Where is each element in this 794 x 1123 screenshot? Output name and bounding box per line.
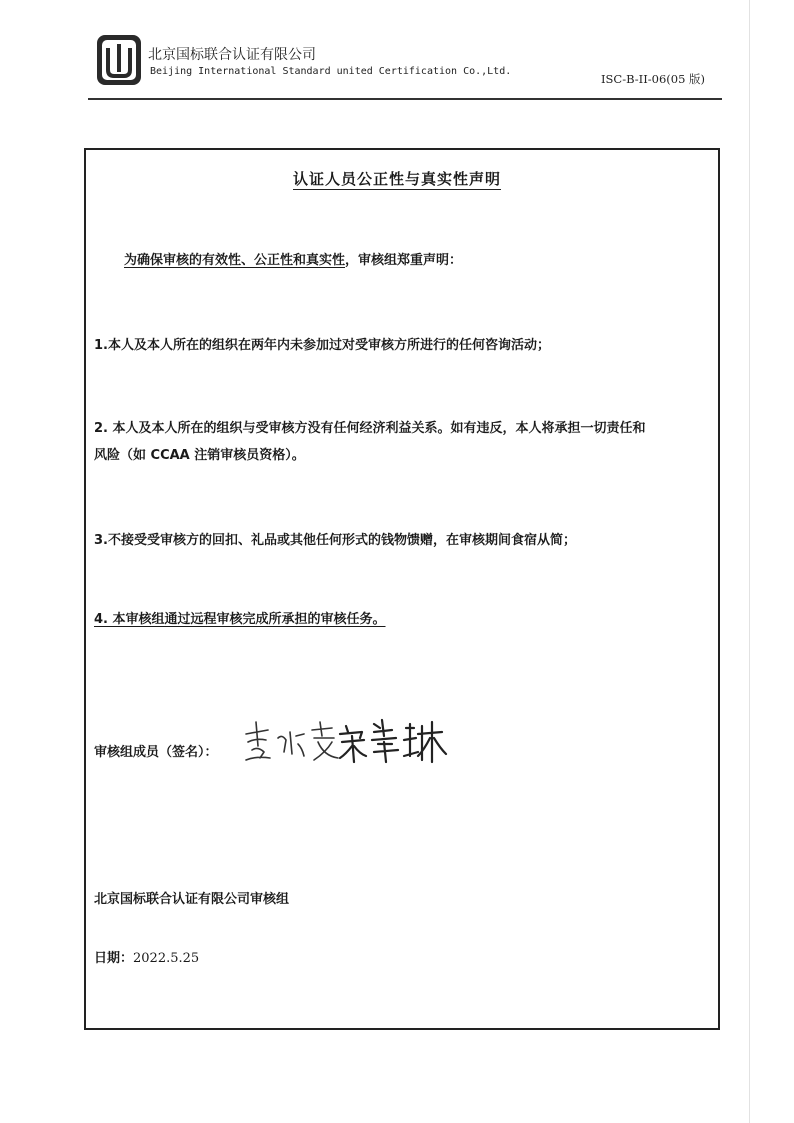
item-1: 1.本人及本人所在的组织在两年内未参加过对受审核方所进行的任何咨询活动； [94, 338, 550, 353]
date-label: 日期： [94, 951, 134, 966]
org-name: 北京国标联合认证有限公司审核组 [94, 892, 290, 907]
intro-line [124, 249, 462, 268]
document-code: ISC-B-II-06(05 版) [601, 72, 706, 86]
header-divider [88, 98, 722, 100]
page-header [0, 0, 794, 104]
item-2-line-2: 风险（如 CCAA 注销审核员资格）。 [94, 448, 305, 463]
signature-li [246, 722, 338, 760]
declaration-title [0, 168, 794, 189]
company-name-en: Beijing International Standard united Certification Co.,Ltd. [150, 66, 512, 77]
company-logo-icon [96, 34, 142, 86]
date-value: 2022.5.25 [133, 951, 200, 966]
item-3: 3.不接受受审核方的回扣、礼品或其他任何形式的钱物馈赠，在审核期间食宿从简； [94, 533, 576, 548]
intro-rest: ，审核组郑重声明： [345, 253, 463, 268]
handwritten-signatures [242, 716, 452, 764]
title-text: 认证人员公正性与真实性声明 [292, 170, 501, 188]
signature-label: 审核组成员（签名）： [94, 745, 218, 760]
intro-underlined: 为确保审核的有效性、公正性和真实性 [124, 253, 346, 268]
date-line [94, 947, 199, 966]
signature-song [340, 720, 446, 762]
item-2-line-1: 2. 本人及本人所在的组织与受审核方没有任何经济利益关系。如有违反，本人将承担一切责任和 [94, 421, 646, 436]
company-name-cn: 北京国标联合认证有限公司 [148, 47, 316, 63]
item-4: 4. 本审核组通过远程审核完成所承担的审核任务。 [94, 612, 386, 627]
